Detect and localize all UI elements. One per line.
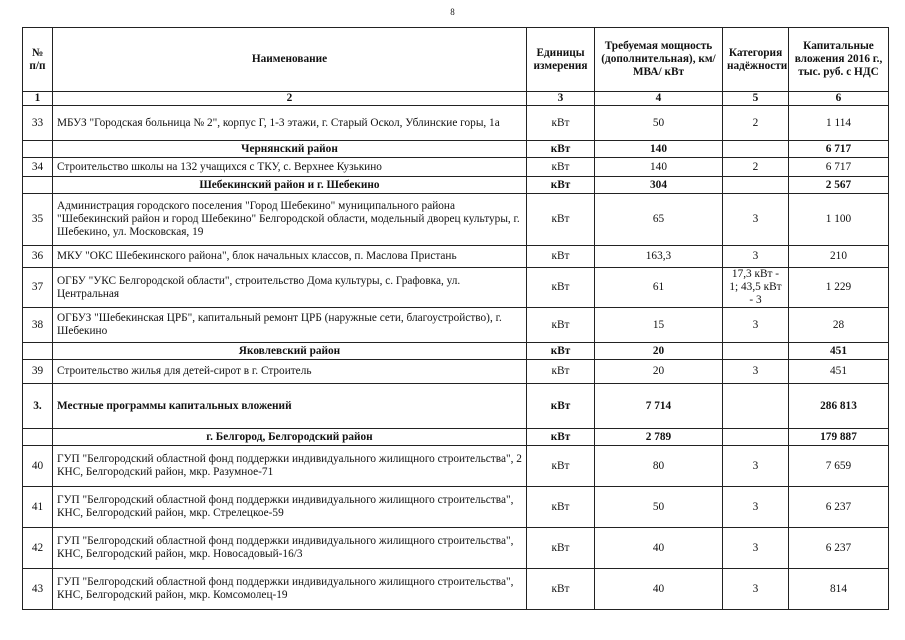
row-investment: 210 bbox=[789, 246, 889, 268]
row-num: 43 bbox=[23, 569, 53, 610]
subtotal-row bbox=[23, 177, 889, 194]
row-category: 3 bbox=[723, 308, 789, 343]
table-row bbox=[23, 487, 889, 528]
row-investment: 6 717 bbox=[789, 141, 889, 158]
row-num: 33 bbox=[23, 106, 53, 141]
index-cell: 6 bbox=[789, 92, 889, 106]
row-name: МКУ "ОКС Шебекинского района", блок начальных классов, п. Маслова Пристань bbox=[53, 246, 527, 268]
header-unit: Единицы измерения bbox=[527, 28, 595, 92]
row-unit: кВт bbox=[527, 528, 595, 569]
row-unit: кВт bbox=[527, 343, 595, 360]
row-category bbox=[723, 141, 789, 158]
table-row bbox=[23, 360, 889, 384]
row-power: 2 789 bbox=[595, 429, 723, 446]
row-num bbox=[23, 177, 53, 194]
row-num: 41 bbox=[23, 487, 53, 528]
row-num: 34 bbox=[23, 158, 53, 177]
table-row bbox=[23, 308, 889, 343]
row-num bbox=[23, 141, 53, 158]
row-investment: 2 567 bbox=[789, 177, 889, 194]
row-unit: кВт bbox=[527, 141, 595, 158]
row-category: 3 bbox=[723, 487, 789, 528]
row-category bbox=[723, 177, 789, 194]
header-power: Требуемая мощность (дополнительная), км/ МВА/ кВт bbox=[595, 28, 723, 92]
column-index-row bbox=[23, 92, 889, 106]
row-power: 20 bbox=[595, 360, 723, 384]
subtotal-row bbox=[23, 141, 889, 158]
index-cell: 2 bbox=[53, 92, 527, 106]
index-cell: 4 bbox=[595, 92, 723, 106]
table-row bbox=[23, 446, 889, 487]
row-investment: 451 bbox=[789, 343, 889, 360]
row-num: 35 bbox=[23, 194, 53, 246]
row-name: ГУП "Белгородский областной фонд поддержки индивидуального жилищного строительства", 2 КНС, Белгородский район, мкр. Разумное-71 bbox=[53, 446, 527, 487]
row-name: Администрация городского поселения "Город Шебекино" муниципального района "Шебекинский район и город Шебекино" Белгородской области, модельный дворец культуры, г. Шебекино, ул. Московская, 19 bbox=[53, 194, 527, 246]
row-name: ГУП "Белгородский областной фонд поддержки индивидуального жилищного строительства", КНС, Белгородский район, мкр. Новосадовый-16/3 bbox=[53, 528, 527, 569]
capital-investment-table bbox=[22, 27, 889, 610]
header-num: № п/п bbox=[23, 28, 53, 92]
row-unit: кВт bbox=[527, 487, 595, 528]
table-row bbox=[23, 528, 889, 569]
row-name: МБУЗ "Городская больница № 2", корпус Г, 1-3 этажи, г. Старый Оскол, Ублинские горы, 1а bbox=[53, 106, 527, 141]
header-name: Наименование bbox=[53, 28, 527, 92]
row-investment: 1 100 bbox=[789, 194, 889, 246]
row-unit: кВт bbox=[527, 360, 595, 384]
row-name: Строительство школы на 132 учащихся с ТКУ, с. Верхнее Кузькино bbox=[53, 158, 527, 177]
row-category: 3 bbox=[723, 446, 789, 487]
row-power: 61 bbox=[595, 268, 723, 308]
row-name: ГУП "Белгородский областной фонд поддержки индивидуального жилищного строительства", КНС, Белгородский район, мкр. Комсомолец-19 bbox=[53, 569, 527, 610]
row-power: 163,3 bbox=[595, 246, 723, 268]
row-power: 140 bbox=[595, 158, 723, 177]
row-category: 3 bbox=[723, 569, 789, 610]
row-investment: 1 229 bbox=[789, 268, 889, 308]
row-category bbox=[723, 429, 789, 446]
row-power: 50 bbox=[595, 106, 723, 141]
row-investment: 451 bbox=[789, 360, 889, 384]
table-row bbox=[23, 268, 889, 308]
row-num: 38 bbox=[23, 308, 53, 343]
row-investment: 286 813 bbox=[789, 384, 889, 429]
row-category: 17,3 кВт - 1; 43,5 кВт - 3 bbox=[723, 268, 789, 308]
row-name: Строительство жилья для детей-сирот в г. Строитель bbox=[53, 360, 527, 384]
row-name: г. Белгород, Белгородский район bbox=[53, 429, 527, 446]
row-investment: 7 659 bbox=[789, 446, 889, 487]
row-name: Шебекинский район и г. Шебекино bbox=[53, 177, 527, 194]
row-category: 2 bbox=[723, 158, 789, 177]
table-row bbox=[23, 106, 889, 141]
row-name: Чернянский район bbox=[53, 141, 527, 158]
row-investment: 6 237 bbox=[789, 528, 889, 569]
row-unit: кВт bbox=[527, 194, 595, 246]
row-unit: кВт bbox=[527, 158, 595, 177]
row-power: 40 bbox=[595, 528, 723, 569]
row-num: 3. bbox=[23, 384, 53, 429]
row-power: 50 bbox=[595, 487, 723, 528]
row-power: 20 bbox=[595, 343, 723, 360]
row-num: 40 bbox=[23, 446, 53, 487]
row-power: 65 bbox=[595, 194, 723, 246]
row-investment: 814 bbox=[789, 569, 889, 610]
row-category: 2 bbox=[723, 106, 789, 141]
row-num: 39 bbox=[23, 360, 53, 384]
index-cell: 1 bbox=[23, 92, 53, 106]
row-investment: 6 237 bbox=[789, 487, 889, 528]
row-investment: 179 887 bbox=[789, 429, 889, 446]
row-category bbox=[723, 343, 789, 360]
row-name: ОГБУ "УКС Белгородской области", строительство Дома культуры, с. Графовка, ул. Центральная bbox=[53, 268, 527, 308]
table-row bbox=[23, 158, 889, 177]
table-row bbox=[23, 246, 889, 268]
row-unit: кВт bbox=[527, 246, 595, 268]
row-num bbox=[23, 343, 53, 360]
header-investment: Капитальные вложения 2016 г., тыс. руб. с НДС bbox=[789, 28, 889, 92]
row-power: 40 bbox=[595, 569, 723, 610]
row-unit: кВт bbox=[527, 569, 595, 610]
row-name: ОГБУЗ "Шебекинская ЦРБ", капитальный ремонт ЦРБ (наружные сети, благоустройство), г. Шебекино bbox=[53, 308, 527, 343]
row-num bbox=[23, 429, 53, 446]
section-total-row bbox=[23, 384, 889, 429]
row-power: 80 bbox=[595, 446, 723, 487]
row-name: ГУП "Белгородский областной фонд поддержки индивидуального жилищного строительства", КНС, Белгородский район, мкр. Стрелецкое-59 bbox=[53, 487, 527, 528]
subtotal-row bbox=[23, 429, 889, 446]
row-power: 304 bbox=[595, 177, 723, 194]
page-number: 8 bbox=[450, 7, 455, 17]
row-unit: кВт bbox=[527, 106, 595, 141]
row-unit: кВт bbox=[527, 384, 595, 429]
subtotal-row bbox=[23, 343, 889, 360]
header-row bbox=[23, 28, 889, 92]
row-investment: 6 717 bbox=[789, 158, 889, 177]
row-investment: 1 114 bbox=[789, 106, 889, 141]
row-investment: 28 bbox=[789, 308, 889, 343]
row-power: 7 714 bbox=[595, 384, 723, 429]
row-name: Местные программы капитальных вложений bbox=[53, 384, 527, 429]
row-power: 140 bbox=[595, 141, 723, 158]
table-row bbox=[23, 194, 889, 246]
row-num: 36 bbox=[23, 246, 53, 268]
row-unit: кВт bbox=[527, 177, 595, 194]
row-category: 3 bbox=[723, 194, 789, 246]
row-unit: кВт bbox=[527, 446, 595, 487]
row-num: 42 bbox=[23, 528, 53, 569]
row-category: 3 bbox=[723, 246, 789, 268]
row-unit: кВт bbox=[527, 429, 595, 446]
row-category: 3 bbox=[723, 360, 789, 384]
row-power: 15 bbox=[595, 308, 723, 343]
index-cell: 3 bbox=[527, 92, 595, 106]
table-row bbox=[23, 569, 889, 610]
row-num: 37 bbox=[23, 268, 53, 308]
row-unit: кВт bbox=[527, 268, 595, 308]
row-name: Яковлевский район bbox=[53, 343, 527, 360]
header-category: Категория надёжности bbox=[723, 28, 789, 92]
row-unit: кВт bbox=[527, 308, 595, 343]
row-category: 3 bbox=[723, 528, 789, 569]
row-category bbox=[723, 384, 789, 429]
index-cell: 5 bbox=[723, 92, 789, 106]
